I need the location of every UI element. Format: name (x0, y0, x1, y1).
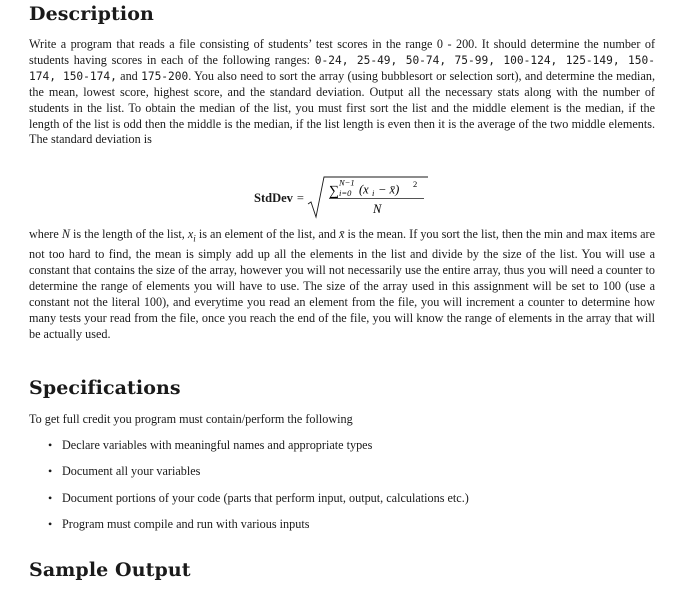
formula-sub: i (371, 188, 375, 198)
paragraph-text: and (116, 68, 142, 83)
formula-denominator: N (372, 202, 382, 216)
spec-item-text: Program must compile and run with various inputs (62, 517, 310, 532)
formula-minus-mean: − x̄) (377, 182, 400, 197)
bullet-icon: • (48, 464, 53, 479)
math-variable: x̄ (339, 227, 345, 241)
paragraph-text: where (29, 227, 62, 241)
formula-radical (307, 176, 429, 220)
inline-code: 175-200 (141, 69, 189, 83)
spec-item-text: Document portions of your code (parts that perform input, output, calculations etc.) (62, 490, 469, 505)
specifications-list (0, 436, 469, 542)
stddev-formula (254, 176, 429, 220)
math-variable: N (61, 227, 70, 241)
spec-item-text: Document all your variables (62, 464, 201, 479)
specifications-heading: Specifications (29, 377, 181, 399)
formula-equals: = (296, 190, 304, 205)
spec-item (0, 436, 469, 462)
sample-output-heading: Sample Output (29, 559, 191, 581)
description-paragraph-1 (29, 37, 655, 148)
description-heading: Description (29, 3, 154, 25)
formula-sum: ∑ (328, 184, 339, 199)
spec-item-text: Declare variables with meaningful names and appropriate types (62, 438, 373, 452)
specifications-intro: To get full credit you program must contain/perform the following (29, 412, 353, 426)
paragraph-text: is the mean. If you sort the list, then the min and max items are not too hard to find, the mean is simply add up all the elements in the list and divide by the size of the list. You will use a constant that contains the size of the array, however you will not necessarily use the entire array, thus you will need a counter to determine the range of elements you will have to use. The size of the array used in this assignment will be set to 100 (use a constant not the literal 100), and everytime you read an element from the file, you will increment a counter to determine how many tests your read from the file, once you reach the end of the file, you will know the range of elements in the array that will be actually used. (29, 227, 655, 341)
inline-code: 0-24, 25-49, 50-74, 75-99, 100-124, 125-149, 150-174, 150-174, (29, 53, 655, 83)
paragraph-text: is the length of the list, (69, 227, 188, 241)
bullet-icon: • (48, 517, 53, 532)
formula-power: 2 (412, 179, 418, 189)
formula-term: (x (358, 182, 369, 197)
paragraph-text: is an element of the list, and (195, 227, 340, 241)
paragraph-text: . You also need to sort the array (using bubblesort or selection sort), and determine the median, the mean, lowest score, highest score, and the standard deviation. Output all the necessary stats along with the number of students in the list. To obtain the median of the list, you must first sort the list and the middle element is the median, if the length of the list is odd then the middle is the median, if the list length is even then it is the average of the two middle elements. The standard deviation is (29, 68, 655, 147)
spec-item (0, 489, 469, 515)
formula-lower-limit: i=0 (338, 188, 352, 198)
math-subscript: i (193, 233, 196, 244)
math-variable: x (187, 227, 194, 241)
paragraph-text: Write a program that reads a file consisting of students’ test scores in the range 0 - 200. It should determine the number of students having scores in each of the following ranges: (29, 37, 655, 67)
bullet-icon: • (48, 490, 53, 505)
description-paragraph-2 (29, 227, 655, 343)
bullet-icon: • (48, 438, 53, 452)
spec-item (0, 515, 469, 541)
spec-item (0, 462, 469, 488)
formula-upper-limit: N−1 (338, 177, 355, 188)
formula-lhs: StdDev (254, 190, 293, 205)
